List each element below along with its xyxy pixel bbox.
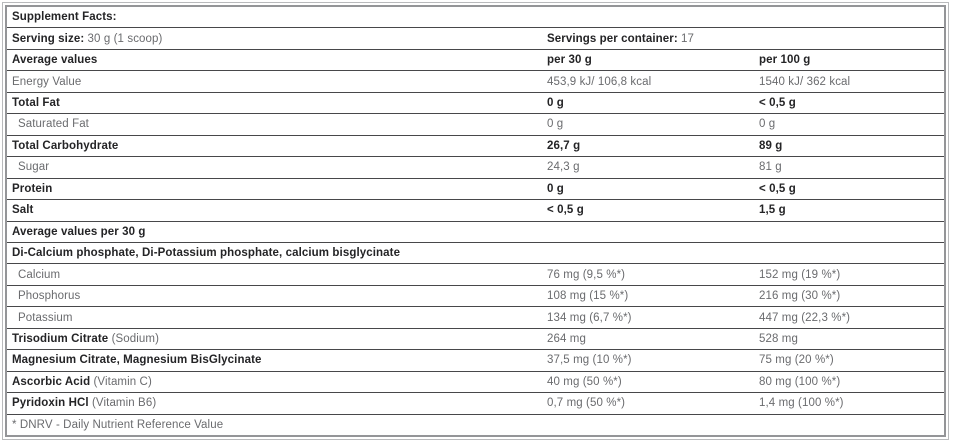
nutrient-name: Magnesium Citrate, Magnesium BisGlycinate [12,354,262,367]
servings-value: 17 [677,32,695,45]
column-header-per-30g: per 30 g [547,54,592,67]
nutrient-name: Ascorbic Acid [12,375,91,388]
value-per-100g: 75 mg (20 %*) [759,354,834,367]
table-row [7,93,944,114]
nutrient-name-suffix: (Sodium) [108,333,160,346]
nutrient-name: Sugar [18,161,50,174]
column-header-average-values: Average values [12,54,98,67]
nutrient-label: Di-Calcium phosphate, Di-Potassium phosphate, calcium bisglycinate [12,247,401,260]
nutrient-label [7,161,542,173]
value-per-30g: 24,3 g [547,161,580,174]
serving-size-label: Serving size: [12,32,85,45]
facts-body [5,5,946,437]
nutrient-name: Calcium [18,268,61,281]
footnote-row [7,415,944,435]
table-title: Supplement Facts: [12,11,117,24]
value-per-100g: 1,5 g [759,204,786,217]
table-row [7,372,944,393]
serving-size-value: 30 g (1 scoop) [84,32,163,45]
serving-row [7,28,944,49]
nutrient-label [7,376,542,388]
value-per-100g: 0 g [759,118,776,131]
nutrient-label [7,354,542,366]
table-title-row [7,7,944,28]
value-per-30g: 0 g [547,97,564,110]
nutrient-name: Protein [12,182,53,195]
value-per-30g: 134 mg (6,7 %*) [547,311,632,324]
nutrient-label [7,118,542,130]
table-row [7,200,944,221]
nutrient-label [7,312,542,324]
nutrient-name: Total Carbohydrate [12,139,119,152]
table-row [7,179,944,200]
value-per-30g: 26,7 g [547,139,581,152]
value-per-30g: < 0,5 g [547,204,584,217]
value-per-30g: 37,5 mg (10 %*) [547,354,632,367]
table-row [7,286,944,307]
nutrient-label: Average values per 30 g [12,225,146,238]
nutrient-name: Potassium [18,311,73,324]
nutrient-label [7,397,542,409]
supplement-facts-table [2,2,949,440]
nutrient-label [7,140,542,152]
table-row [7,136,944,157]
value-per-30g: 0 g [547,118,564,131]
column-header-per-100g: per 100 g [759,54,811,67]
nutrient-name-suffix: (Vitamin C) [90,375,152,388]
servings-per-container [542,33,944,45]
nutrient-name-suffix: (Vitamin B6) [88,397,157,410]
value-per-100g: 80 mg (100 %*) [759,375,841,388]
value-per-100g: 1540 kJ/ 362 kcal [759,75,851,88]
table-row [7,393,944,414]
value-per-100g: 216 mg (30 %*) [759,290,841,303]
table-row [7,329,944,350]
table-row [7,307,944,328]
nutrient-name: Phosphorus [18,290,81,303]
value-per-30g: 108 mg (15 %*) [547,290,629,303]
value-per-30g: 264 mg [547,333,586,346]
serving-size [7,33,542,45]
nutrient-name: Pyridoxin HCl [12,397,89,410]
nutrient-label [7,333,542,345]
value-per-100g: < 0,5 g [759,97,796,110]
nutrient-name: Total Fat [12,97,60,110]
table-row [7,114,944,135]
value-per-30g: 0,7 mg (50 %*) [547,397,626,410]
nutrient-name: Salt [12,204,34,217]
nutrient-name: Energy Value [12,75,82,88]
nutrient-label [7,97,542,109]
value-per-100g: < 0,5 g [759,182,796,195]
value-per-100g: 152 mg (19 %*) [759,268,841,281]
servings-label: Servings per container: [547,32,678,45]
table-row [7,350,944,371]
column-header-row [7,50,944,71]
table-row [7,157,944,178]
nutrient-name: Trisodium Citrate [12,333,109,346]
nutrient-name: Saturated Fat [18,118,89,131]
value-per-30g: 453,9 kJ/ 106,8 kcal [547,75,652,88]
nutrient-label [7,76,542,88]
nutrient-label [7,290,542,302]
value-per-100g: 89 g [759,139,783,152]
dnrv-footnote: * DNRV - Daily Nutrient Reference Value [12,418,224,431]
nutrient-label [7,204,542,216]
value-per-30g: 40 mg (50 %*) [547,375,622,388]
value-per-30g: 76 mg (9,5 %*) [547,268,626,281]
nutrient-label [7,183,542,195]
value-per-100g: 447 mg (22,3 %*) [759,311,851,324]
table-row [7,264,944,285]
value-per-100g: 81 g [759,161,782,174]
value-per-30g: 0 g [547,182,564,195]
table-row [7,222,944,243]
value-per-100g: 1,4 mg (100 %*) [759,397,844,410]
nutrient-label [7,269,542,281]
table-row [7,71,944,92]
table-row [7,243,944,264]
value-per-100g: 528 mg [759,333,798,346]
